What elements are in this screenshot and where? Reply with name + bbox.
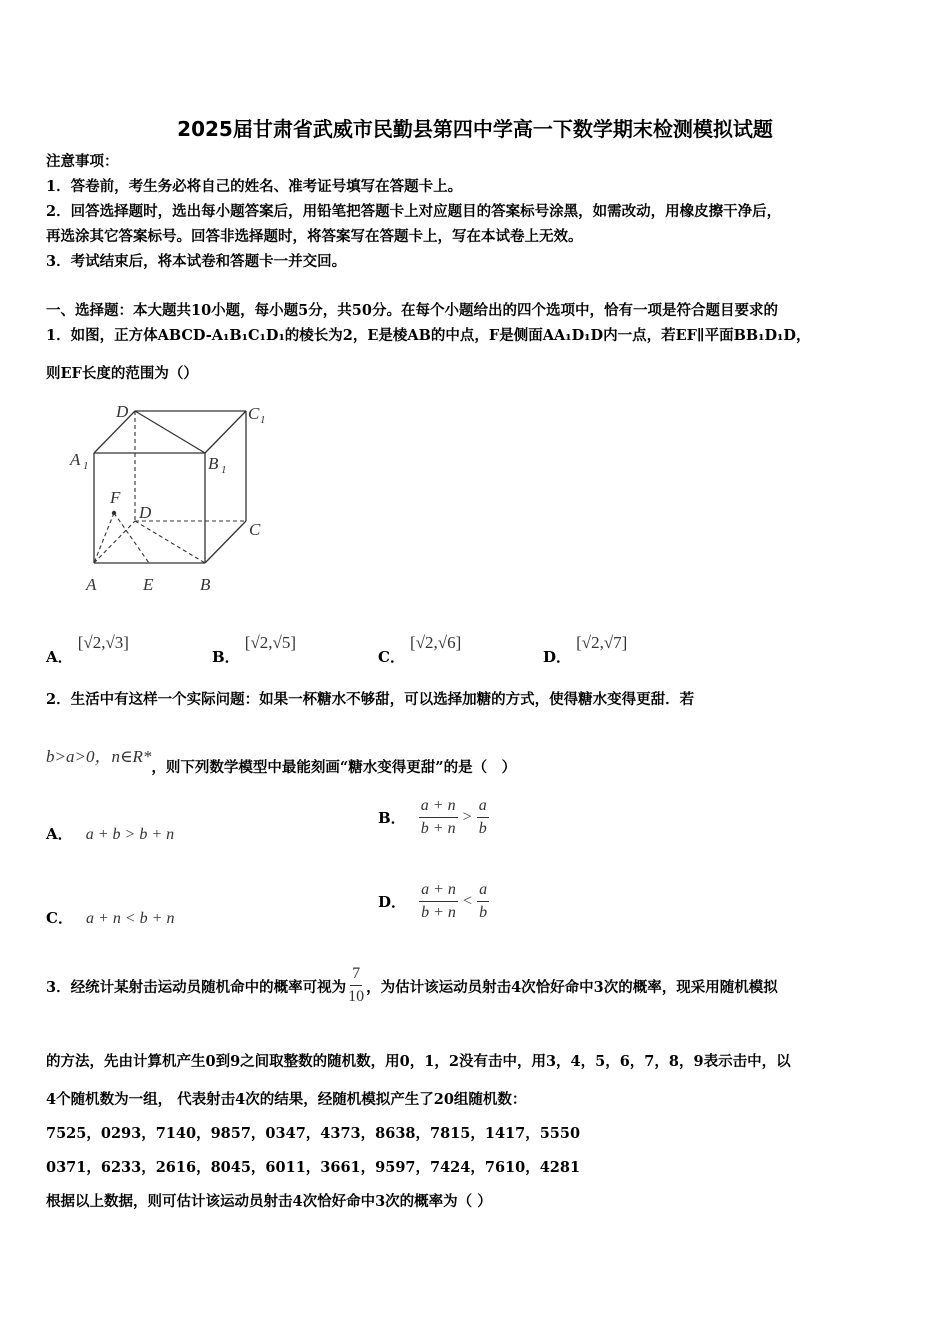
label-b1: B	[208, 454, 219, 473]
notice-item-2: 2．回答选择题时，选出每小题答案后，用铅笔把答题卡上对应题目的答案标号涂黑，如需改动，用橡皮擦干净后，	[46, 203, 782, 220]
q1-option-b[interactable]	[212, 632, 297, 666]
label-d: D	[139, 503, 152, 522]
q1-option-a-letter: A．	[46, 648, 73, 666]
q1-stem-line2: 则EF长度的范围为（）	[46, 365, 198, 382]
notice-heading: 注意事项：	[46, 153, 119, 170]
label-c: C	[249, 520, 261, 539]
q2-option-b-den2: b	[478, 820, 487, 837]
q2-option-d[interactable]	[378, 881, 489, 922]
label-a: A	[86, 575, 97, 594]
q2-option-d-num: a + n	[419, 881, 458, 902]
section-heading: 一、选择题：本大题共10小题，每小题5分，共50分。在每个小题给出的四个选项中，恰有一项是符合题目要求的	[46, 302, 778, 319]
notice-item-1: 1．答卷前，考生务必将自己的姓名、准考证号填写在答题卡上。	[46, 178, 463, 195]
label-c1-sub: 1	[260, 414, 266, 426]
q2-option-c[interactable]	[46, 907, 174, 928]
q1-stem-line1: 1．如图，正方体ABCD-A₁B₁C₁D₁的棱长为2，E是棱AB的中点，F是侧面AA₁D₁D内一点，若EF∥平面BB₁D₁D，	[46, 327, 811, 344]
q1-option-c[interactable]	[378, 632, 462, 666]
q1-option-c-value: [√2,√6]	[410, 633, 462, 652]
q1-option-b-letter: B．	[212, 648, 240, 666]
q2-option-a-expr: a + b > b + n	[85, 826, 175, 843]
q3-frac-num: 7	[350, 965, 362, 986]
q2-option-b-num2: a	[477, 797, 489, 818]
label-e: E	[143, 575, 154, 594]
q2-option-a[interactable]	[46, 823, 174, 844]
q3-data-row2: 0371，6233，2616，8045，6011，3661，9597，7424，7610，4281	[46, 1159, 581, 1176]
notice-item-3: 3．考试结束后，将本试卷和答题卡一并交回。	[46, 253, 347, 270]
q2-option-b-num: a + n	[419, 797, 458, 818]
q1-option-c-letter: C．	[378, 648, 405, 666]
q2-option-b-frac1	[419, 797, 458, 838]
q2-option-d-den2: b	[479, 904, 488, 921]
q2-question: ，则下列数学模型中最能刻画“糖水变得更甜”的是（ ）	[151, 759, 517, 776]
q1-option-d-value: [√2,√7]	[576, 633, 628, 652]
q2-option-d-frac1	[419, 881, 458, 922]
q2-stem-line1: 2．生活中有这样一个实际问题：如果一杯糖水不够甜，可以选择加糖的方式，使得糖水变得更甜．若	[46, 691, 695, 708]
q3-stem-line3: 4个随机数为一组， 代表射击4次的结果，经随机模拟产生了20组随机数：	[46, 1091, 527, 1108]
q2-option-d-letter: D．	[378, 893, 407, 911]
q2-option-d-frac2	[477, 881, 489, 922]
label-a1: A	[70, 450, 81, 469]
q2-stem-line2	[46, 742, 517, 776]
q2-option-b-den: b + n	[420, 820, 456, 837]
q2-option-b[interactable]	[378, 797, 489, 838]
q2-option-c-expr: a + n < b + n	[86, 910, 175, 927]
q1-option-b-value: [√2,√5]	[244, 633, 297, 652]
q3-suffix: ，为估计该运动员射击4次恰好命中3次的概率，现采用随机模拟	[366, 979, 778, 996]
label-a1-sub: 1	[83, 460, 89, 472]
q3-stem-line1	[46, 965, 778, 1006]
q2-option-b-frac2	[477, 797, 489, 838]
label-d1: D	[116, 402, 129, 421]
label-f: F	[110, 488, 121, 507]
q3-frac-den: 10	[348, 988, 365, 1005]
q1-option-a[interactable]	[46, 632, 129, 666]
q2-option-b-letter: B．	[378, 809, 406, 827]
q3-stem-line2: 的方法，先由计算机产生0到9之间取整数的随机数，用0，1，2没有击中，用3，4，5，6，7，8，9表示击中，以	[46, 1053, 791, 1070]
q2-option-c-letter: C．	[46, 909, 73, 927]
q2-option-d-num2: a	[477, 881, 489, 902]
q3-data-row1: 7525，0293，7140，9857，0347，4373，8638，7815，1417，5550	[46, 1125, 581, 1142]
q1-option-d-letter: D．	[543, 648, 572, 666]
page-title: 2025届甘肃省武威市民勤县第四中学高一下数学期末检测模拟试题	[177, 117, 773, 141]
notice-item-2-cont: 再选涂其它答案标号。回答非选择题时，将答案写在答题卡上，写在本试卷上无效。	[46, 228, 583, 245]
q2-option-d-op: <	[463, 892, 473, 910]
q2-option-b-op: >	[462, 808, 472, 826]
q3-prefix: 3．经统计某射击运动员随机命中的概率可视为	[46, 979, 347, 996]
q1-option-a-value: [√2,√3]	[77, 633, 129, 652]
q1-option-d[interactable]	[543, 632, 628, 666]
q2-option-d-den: b + n	[421, 904, 456, 921]
label-c1: C	[248, 404, 260, 423]
q3-question: 根据以上数据，则可估计该运动员射击4次恰好命中3次的概率为（ ）	[46, 1193, 492, 1210]
q3-probability-frac	[346, 965, 366, 1006]
point-f	[112, 511, 116, 515]
label-b1-sub: 1	[221, 464, 227, 476]
cube-figure	[60, 395, 280, 600]
label-b: B	[200, 575, 211, 594]
q2-option-a-letter: A．	[46, 825, 73, 843]
q2-condition: b>a>0，n∈R*	[46, 747, 152, 766]
